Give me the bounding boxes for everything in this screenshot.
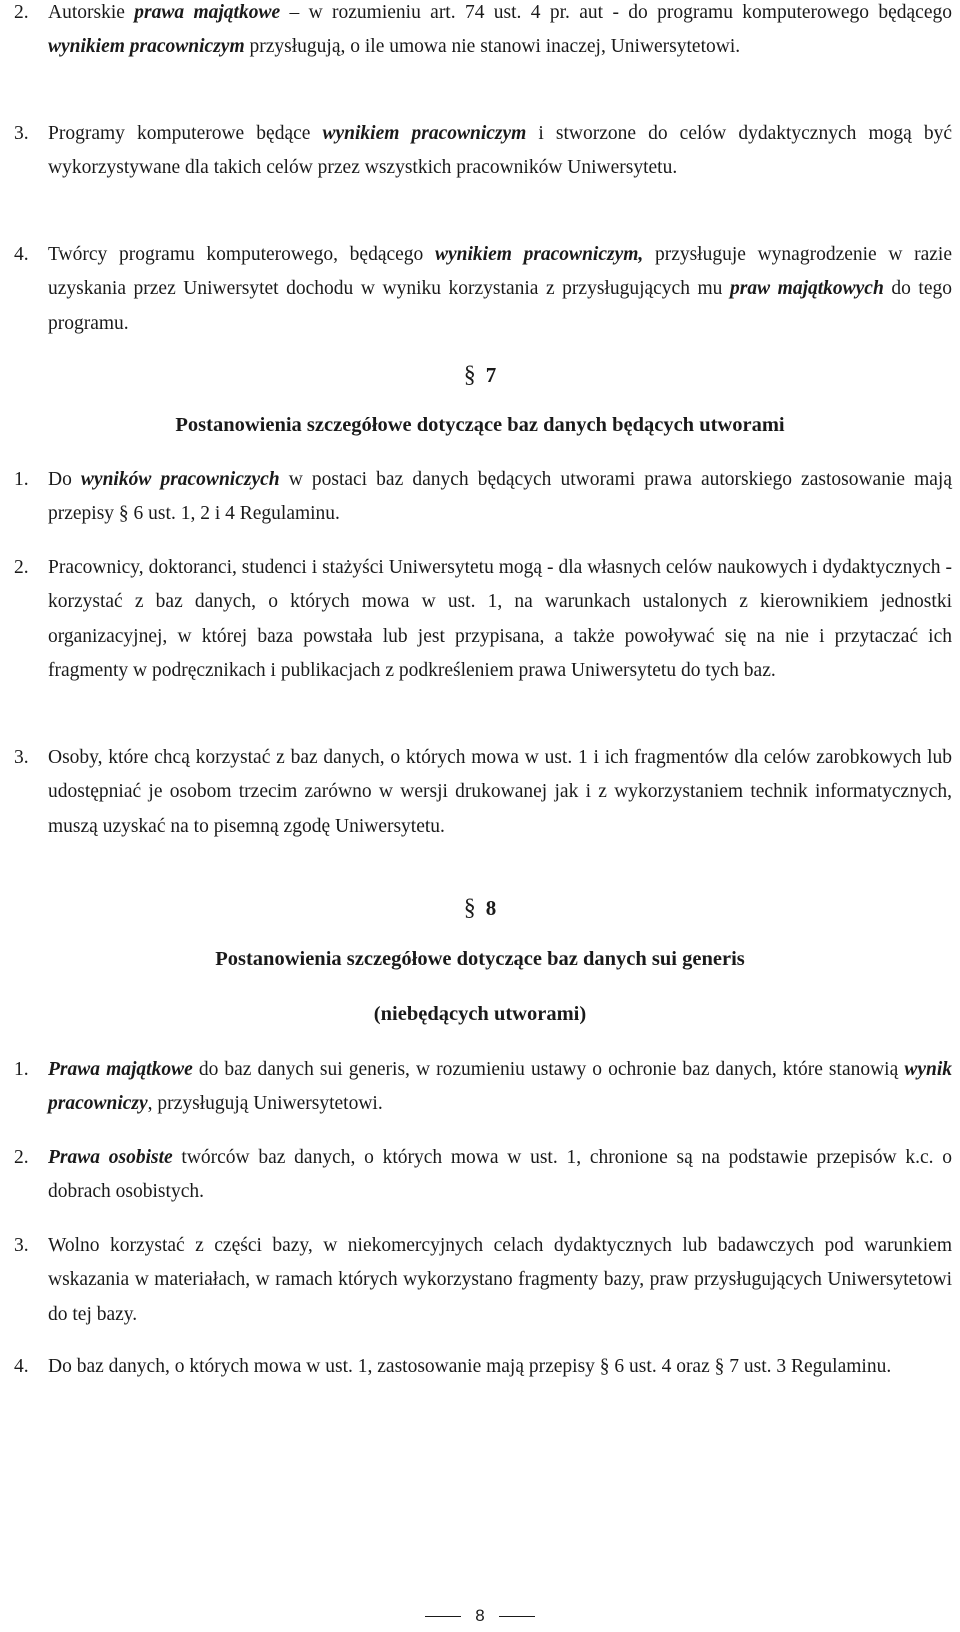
section-sign: § (463, 895, 476, 921)
item-text: Twórcy programu komputerowego, będącego wynikiem pracowniczym, przysługuje wynagrodzenie w razie uzyskania przez Uniwersytet dochodu w wyniku korzystania z przysługujących mu praw majątkowych do tego programu. (48, 244, 952, 334)
item-number: 2. (14, 1147, 29, 1168)
paragraph-7-item-1 (14, 463, 952, 532)
paragraph-8-item-4 (14, 1350, 952, 1384)
item-text: Do baz danych, o których mowa w ust. 1, zastosowanie mają przepisy § 6 ust. 4 oraz § 7 ust. 3 Regulaminu. (48, 1356, 892, 1377)
item-text: Programy komputerowe będące wynikiem pracowniczym i stworzone do celów dydaktycznych mogą być wykorzystywane dla takich celów przez wszystkich pracowników Uniwersytetu. (48, 123, 952, 179)
paragraph-8-item-3 (14, 1229, 952, 1332)
item-text: Do wyników pracowniczych w postaci baz danych będących utworami prawa autorskiego zastosowanie mają przepisy § 6 ust. 1, 2 i 4 Regulaminu. (48, 469, 952, 525)
footer-dash-left (425, 1616, 461, 1618)
footer-dash-right (499, 1616, 535, 1618)
item-number: 4. (14, 244, 29, 265)
item-text: Prawa osobiste twórców baz danych, o których mowa w ust. 1, chronione są na podstawie przepisów k.c. o dobrach osobistych. (48, 1147, 952, 1203)
item-number: 1. (14, 1059, 29, 1080)
item-number: 4. (14, 1356, 29, 1377)
item-number: 2. (14, 557, 29, 578)
item-number: 3. (14, 123, 29, 144)
item-text: Pracownicy, doktoranci, studenci i stażyści Uniwersytetu mogą - dla własnych celów naukowych i dydaktycznych - korzystać z baz danych, o których mowa w ust. 1, na warunkach ustalonych z kierownikiem jednostki organizacyjnej, w której baza powstała lub jest przypisana, a także powoływać się na nie i przytaczać ich fragmenty w podręcznikach i publikacjach z podkreśleniem prawa Uniwersytetu do tych baz. (48, 557, 952, 682)
paragraph-6-item-2 (14, 0, 952, 65)
section-7-heading: Postanowienia szczegółowe dotyczące baz danych będących utworami (175, 414, 785, 436)
item-number: 3. (14, 1235, 29, 1256)
paragraph-8-item-1 (14, 1053, 952, 1122)
section-sign: § (463, 362, 476, 388)
item-number: 3. (14, 747, 29, 768)
section-8-heading: Postanowienia szczegółowe dotyczące baz danych sui generis (215, 948, 745, 970)
section-7-number: § 7 (463, 362, 497, 388)
item-number: 1. (14, 469, 29, 490)
section-8-number: § 8 (463, 895, 497, 921)
page-number: 8 (475, 1606, 485, 1625)
item-text: Prawa majątkowe do baz danych sui generis, w rozumieniu ustawy o ochronie baz danych, które stanowią wynik pracowniczy, przysługują Uniwersytetowi. (48, 1059, 953, 1115)
paragraph-7-item-2 (14, 551, 952, 689)
item-text: Osoby, które chcą korzystać z baz danych, o których mowa w ust. 1 i ich fragmentów dla celów zarobkowych lub udostępniać je osobom trzecim zarówno w wersji drukowanej jak i z wykorzystaniem technik informatycznych, muszą uzyskać na to pisemną zgodę Uniwersytetu. (48, 747, 952, 837)
item-text: Autorskie prawa majątkowe – w rozumieniu art. 74 ust. 4 pr. aut - do programu komputerowego będącego wynikiem pracowniczym przysługują, o ile umowa nie stanowi inaczej, Uniwersytetowi. (48, 2, 952, 58)
paragraph-7-item-3 (14, 741, 952, 844)
paragraph-6-item-4 (14, 238, 952, 341)
section-8-subheading: (niebędących utworami) (373, 1003, 587, 1025)
paragraph-8-item-2 (14, 1141, 952, 1210)
item-number: 2. (14, 2, 29, 23)
item-text: Wolno korzystać z części bazy, w niekomercyjnych celach dydaktycznych lub badawczych pod warunkiem wskazania w materiałach, w ramach których wykorzystano fragmenty bazy, praw przysługujących Uniwersytetowi do tej bazy. (48, 1235, 952, 1325)
page-footer (0, 1606, 960, 1626)
paragraph-6-item-3 (14, 117, 952, 186)
